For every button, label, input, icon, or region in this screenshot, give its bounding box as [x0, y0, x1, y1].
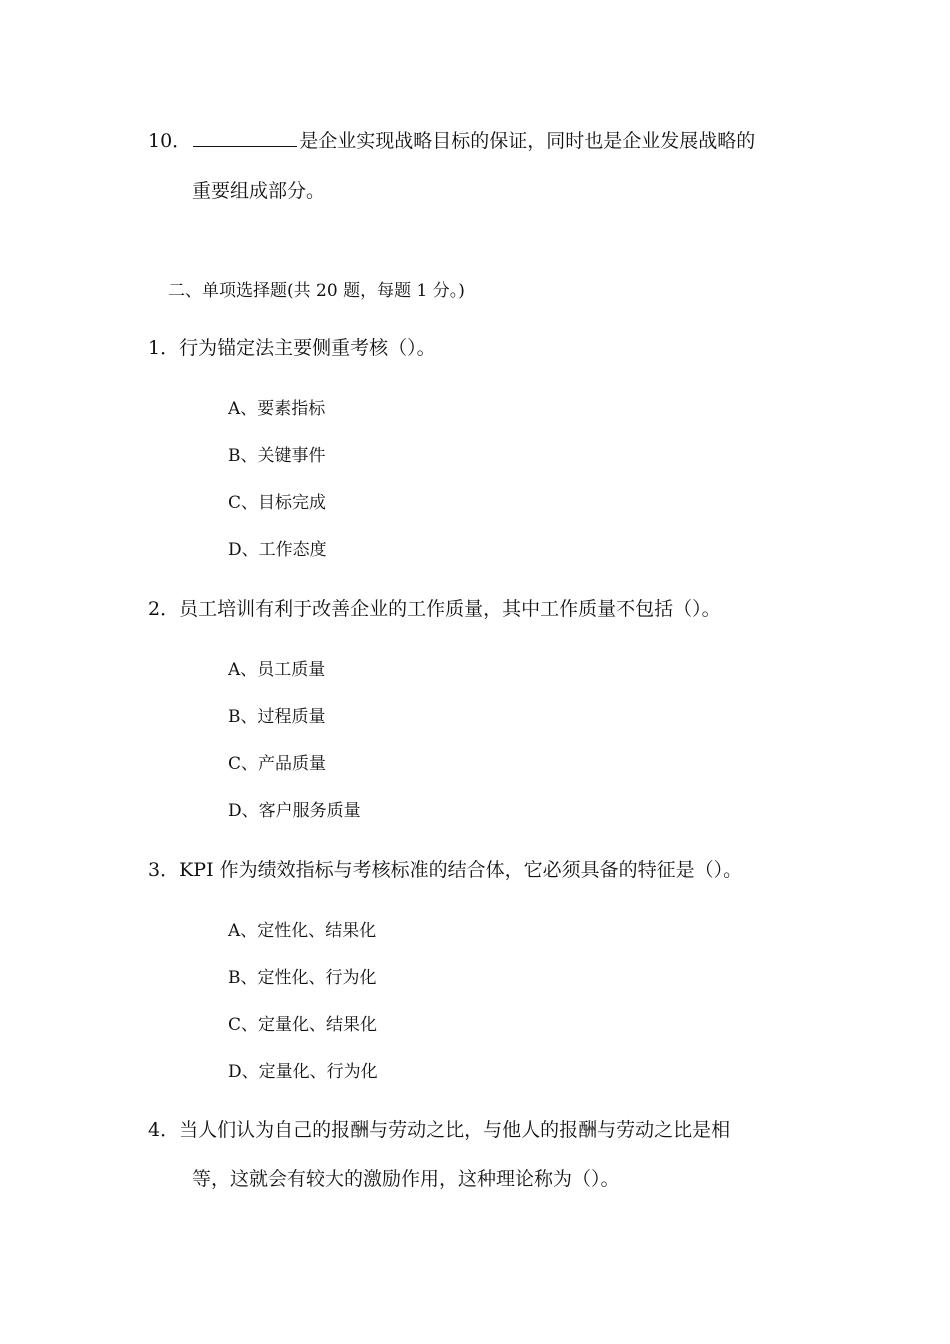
- question-10-number: 10．: [148, 130, 192, 152]
- question-2-option-a: A、员工质量: [228, 660, 326, 680]
- question-1-option-c: C、目标完成: [228, 493, 327, 513]
- question-3-option-d: D、定量化、行为化: [228, 1062, 378, 1082]
- question-2-option-c: C、产品质量: [228, 754, 327, 774]
- question-2-stem: 2．员工培训有利于改善企业的工作质量，其中工作质量不包括（）。: [148, 598, 721, 620]
- section-title: 二、单项选择题(共 20 题，每题 1 分。): [168, 281, 465, 301]
- question-10-line-1: [148, 126, 755, 153]
- question-2-option-b: B、过程质量: [228, 707, 326, 727]
- question-3-option-b: B、定性化、行为化: [228, 968, 377, 988]
- question-1-stem: 1．行为锚定法主要侧重考核（）。: [148, 337, 436, 359]
- answer-blank: [193, 145, 297, 147]
- question-3-stem: 3．KPI 作为绩效指标与考核标准的结合体，它必须具备的特征是（）。: [148, 859, 743, 881]
- question-10-line-2: 重要组成部分。: [192, 180, 326, 202]
- question-4-line-1: 4．当人们认为自己的报酬与劳动之比，与他人的报酬与劳动之比是相: [148, 1119, 731, 1141]
- question-3-option-c: C、定量化、结果化: [228, 1015, 378, 1035]
- question-4-line-2: 等，这就会有较大的激励作用，这种理论称为（）。: [192, 1168, 620, 1190]
- question-2-option-d: D、客户服务质量: [228, 801, 361, 821]
- question-1-option-b: B、关键事件: [228, 446, 326, 466]
- question-1-option-d: D、工作态度: [228, 540, 327, 560]
- question-1-option-a: A、要素指标: [228, 399, 326, 419]
- question-3-option-a: A、定性化、结果化: [228, 921, 377, 941]
- question-10-text: 是企业实现战略目标的保证，同时也是企业发展战略的: [299, 130, 756, 152]
